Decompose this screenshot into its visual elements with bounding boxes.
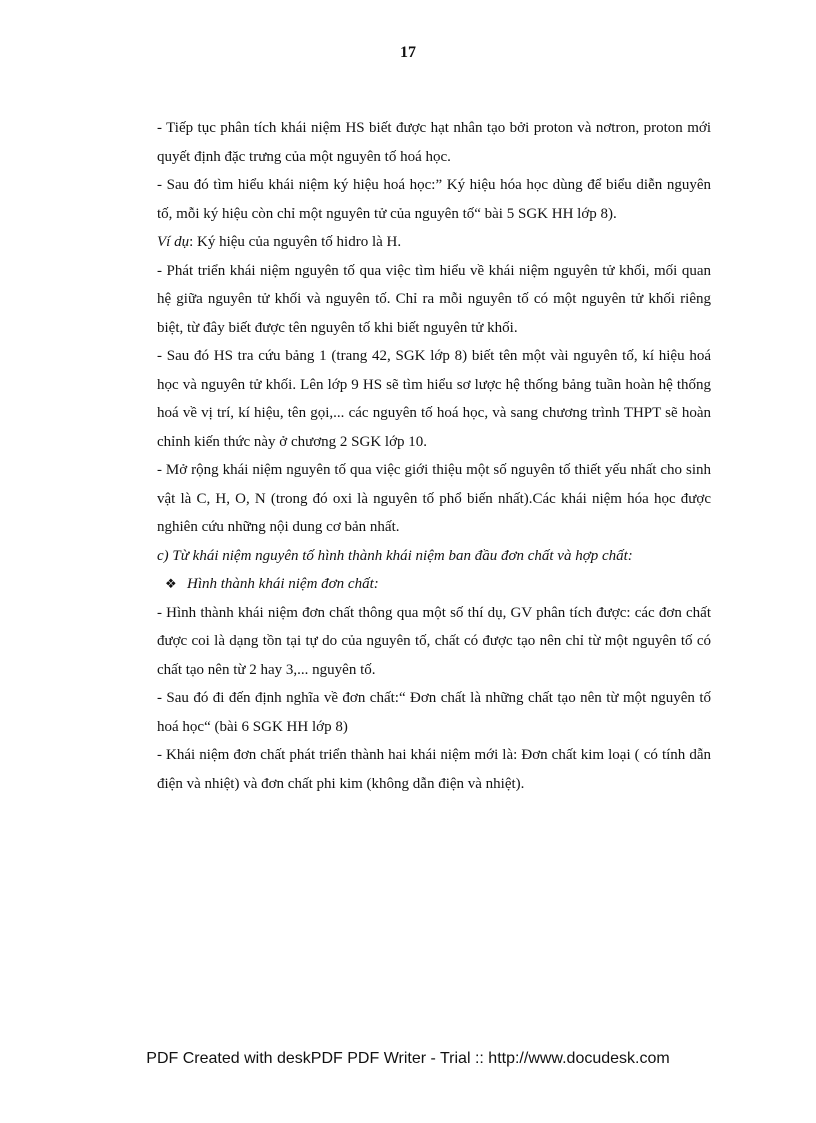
pdf-footer: PDF Created with deskPDF PDF Writer - Trial :: http://www.docudesk.com — [146, 1050, 670, 1067]
paragraph-simple-substance: - Hình thành khái niệm đơn chất thông qua một số thí dụ, GV phân tích được: các đơn chất được coi là dạng tồn tại tự do của nguyên tố, chất có được tạo nên chỉ từ một nguyên tố có chất tạo nên từ 2 hay 3,... nguyên tố. — [157, 604, 711, 678]
page-number: 17 — [400, 44, 416, 61]
document-body — [157, 114, 711, 798]
bullet-heading — [165, 570, 711, 599]
paragraph-atomic-mass: - Phát triển khái niệm nguyên tố qua việc tìm hiểu về khái niệm nguyên tử khối, mối quan hệ giữa nguyên tử khối và nguyên tố. Chỉ ra mỗi nguyên tố có một nguyên tử khối riêng biệt, từ đây biết được tên nguyên tố khi biết nguyên tử khối. — [157, 262, 711, 336]
paragraph-proton: - Tiếp tục phân tích khái niệm HS biết được hạt nhân tạo bởi proton và nơtron, proton mới quyết định đặc trưng của một nguyên tố hoá học. — [157, 120, 711, 165]
paragraph-definition: - Sau đó đi đến định nghĩa về đơn chất:“ Đơn chất là những chất tạo nên từ một nguyên tố hoá học“ (bài 6 SGK HH lớp 8) — [157, 690, 711, 735]
paragraph-chemical-symbol: - Sau đó tìm hiểu khái niệm ký hiệu hoá học:” Ký hiệu hóa học dùng để biểu diễn nguyên tố, mỗi ký hiệu còn chỉ một nguyên tử của nguyên tố“ bài 5 SGK HH lớp 8). — [157, 177, 711, 222]
example-text: : Ký hiệu của nguyên tố hidro là H. — [189, 234, 402, 250]
paragraph-essential-elements: - Mở rộng khái niệm nguyên tố qua việc giới thiệu một số nguyên tố thiết yếu nhất cho sinh vật là C, H, O, N (trong đó oxi là nguyên tố phổ biến nhất).Các khái niệm hóa học được nghiên cứu những nội dung cơ bản nhất. — [157, 462, 711, 535]
paragraph-periodic-table: - Sau đó HS tra cứu bảng 1 (trang 42, SGK lớp 8) biết tên một vài nguyên tố, kí hiệu hoá học và nguyên tử khối. Lên lớp 9 HS sẽ tìm hiểu sơ lược hệ thống bảng tuần hoàn hệ thống hoá về vị trí, kí hiệu, tên gọi,... các nguyên tố hoá học, và sang chương trình THPT sẽ hoàn chỉnh kiến thức này ở chương 2 SGK lớp 10. — [157, 348, 711, 450]
section-heading-c: c) Từ khái niệm nguyên tố hình thành khái niệm ban đầu đơn chất và hợp chất: — [157, 547, 633, 564]
diamond-bullet-icon: ❖ — [165, 576, 177, 591]
example-line — [157, 228, 711, 257]
example-label: Ví dụ — [157, 234, 190, 250]
bullet-heading-text: Hình thành khái niệm đơn chất: — [187, 576, 379, 592]
paragraph-metal-nonmetal: - Khái niệm đơn chất phát triển thành hai khái niệm mới là: Đơn chất kim loại ( có tính dẫn điện và nhiệt) và đơn chất phi kim (không dẫn điện và nhiệt). — [157, 747, 711, 792]
